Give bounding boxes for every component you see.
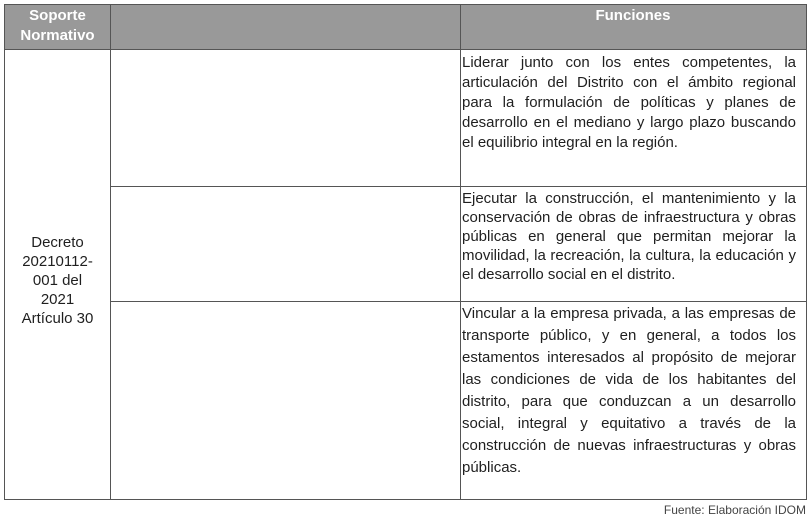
table-row: Ejecutar la construcción, el mantenimiento y la conservación de obras de infraestructura y obras públicas en general que permitan mejorar la movilidad, la recreación, la cultura, la educación y el desarrollo social en el distrito. bbox=[462, 190, 796, 283]
soporte-normativo-cell: Decreto 20210112- 001 del 2021 Artículo 30 bbox=[21, 234, 94, 327]
header-funciones: Funciones bbox=[595, 7, 671, 24]
header-soporte-normativo: Soporte Normativo bbox=[20, 7, 95, 44]
row-divider bbox=[110, 186, 806, 187]
header-divider bbox=[5, 49, 806, 50]
row-divider bbox=[110, 301, 806, 302]
table-row: Liderar junto con los entes competentes, la articulación del Distrito con el ámbito regional para la formulación de políticas y planes de desarrollo en el mediano y largo plazo buscando el equilibrio integral en la región. bbox=[462, 54, 796, 151]
column-divider bbox=[110, 5, 111, 499]
source-note: Fuente: Elaboración IDOM bbox=[663, 503, 806, 517]
table-row: Vincular a la empresa privada, a las empresas de transporte público, y en general, a todos los estamentos interesados al propósito de mejorar las condiciones de vida de los habitantes del distrito, para que conduzcan a un desarrollo social, integral y equitativo a través de la construcción de nuevas infraestructuras y obras públicas. bbox=[462, 305, 796, 476]
table-header bbox=[5, 5, 806, 49]
column-divider bbox=[460, 5, 461, 499]
